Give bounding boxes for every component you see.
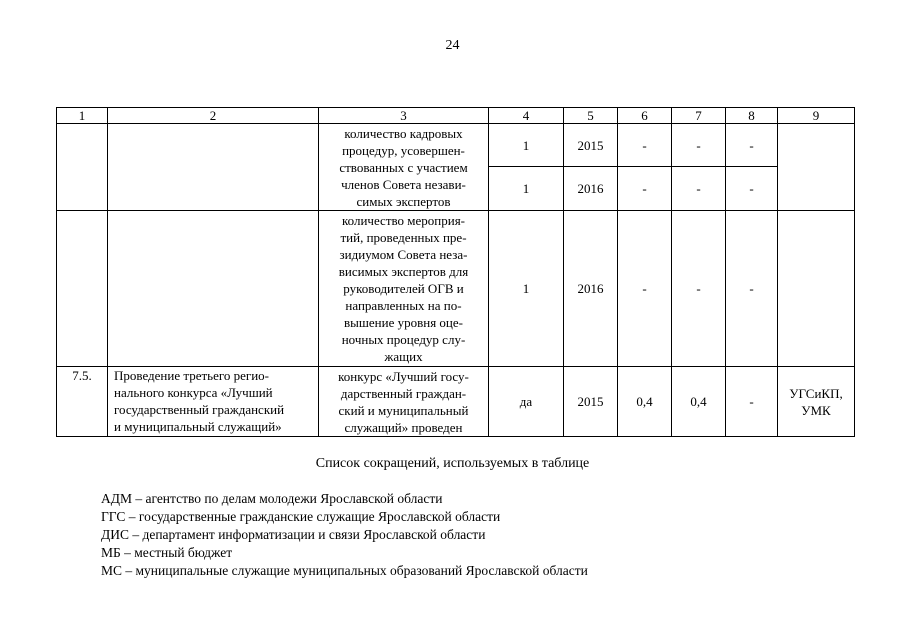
value-cell: 0,4 <box>618 367 672 437</box>
list-item: ДИС – департамент информатизации и связи Ярославской области <box>101 527 486 542</box>
empty-cell <box>778 124 855 211</box>
value-cell: - <box>672 124 726 167</box>
header-cell: 5 <box>564 108 618 124</box>
item-title: Проведение третьего регио- нального конкурса «Лучший государственный гражданский и муниципальный служащий» <box>108 367 319 437</box>
value-cell: - <box>618 211 672 367</box>
value-cell: 1 <box>489 124 564 167</box>
value-cell: 0,4 <box>672 367 726 437</box>
value-cell: - <box>672 167 726 211</box>
header-cell: 2 <box>108 108 319 124</box>
value-cell: - <box>726 124 778 167</box>
list-item: ГГС – государственные гражданские служащие Ярославской области <box>101 509 501 524</box>
year-cell: 2016 <box>564 211 618 367</box>
table-row <box>57 367 855 437</box>
header-cell: 7 <box>672 108 726 124</box>
header-cell: 4 <box>489 108 564 124</box>
header-row <box>57 108 855 124</box>
empty-cell <box>778 211 855 367</box>
abbreviations-list <box>101 490 588 580</box>
value-cell: - <box>672 211 726 367</box>
header-cell: 9 <box>778 108 855 124</box>
value-cell: да <box>489 367 564 437</box>
empty-cell <box>108 124 319 211</box>
indicator-cell: количество кадровых процедур, усовершен- ствованных с участием членов Совета незави- симых экспертов <box>319 124 489 211</box>
year-cell: 2015 <box>564 124 618 167</box>
value-cell: 1 <box>489 211 564 367</box>
list-item: МС – муниципальные служащие муниципальных образований Ярославской области <box>101 563 588 578</box>
value-cell: - <box>618 167 672 211</box>
value-cell: - <box>726 167 778 211</box>
table-row <box>57 211 855 367</box>
item-number: 7.5. <box>57 367 108 437</box>
page-number: 24 <box>445 38 460 53</box>
list-item: МБ – местный бюджет <box>101 545 233 560</box>
list-item: АДМ – агентство по делам молодежи Ярославской области <box>101 491 443 506</box>
year-cell: 2015 <box>564 367 618 437</box>
empty-cell <box>108 211 319 367</box>
header-cell: 6 <box>618 108 672 124</box>
indicator-cell: конкурс «Лучший госу- дарственный граждан- ский и муниципальный служащий» проведен <box>319 367 489 437</box>
value-cell: - <box>726 211 778 367</box>
year-cell: 2016 <box>564 167 618 211</box>
value-cell: - <box>726 367 778 437</box>
table-row <box>57 124 855 167</box>
header-cell: 8 <box>726 108 778 124</box>
program-table <box>56 107 855 437</box>
empty-cell <box>57 124 108 211</box>
value-cell: - <box>618 124 672 167</box>
indicator-cell: количество мероприя- тий, проведенных пре- зидиумом Совета неза- висимых экспертов для руководителей ОГВ и направленных на по- вышение уровня оце- ночных процедур слу- жащих <box>319 211 489 367</box>
header-cell: 3 <box>319 108 489 124</box>
executor-cell: УГСиКП, УМК <box>778 367 855 437</box>
empty-cell <box>57 211 108 367</box>
value-cell: 1 <box>489 167 564 211</box>
header-cell: 1 <box>57 108 108 124</box>
abbreviations-caption: Список сокращений, используемых в таблице <box>315 456 590 471</box>
